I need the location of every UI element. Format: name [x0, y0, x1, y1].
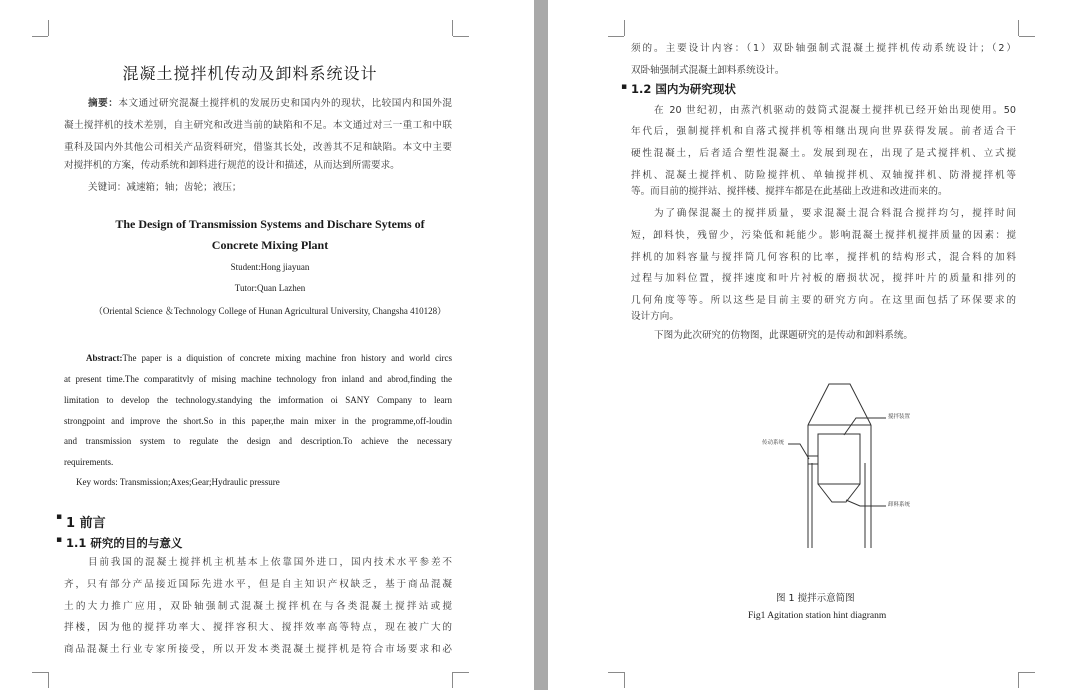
paper-title-zh: 混凝土搅拌机传动及卸料系统设计: [122, 64, 378, 83]
keywords-zh: [88, 177, 388, 199]
paper-title-en-line1: The Design of Transmission Systems and Dischare Sytems of: [115, 217, 425, 231]
motor-box: [808, 456, 818, 464]
keywords-en: Key words: Transmission;Axes;Gear;Hydraulic pressure: [76, 477, 280, 487]
body-line: 在 20 世纪初，由蒸汽机驱动的鼓筒式混凝土搅拌机已经开始出现使用。50: [654, 105, 1016, 116]
abstract-zh-line: 对搅拌机的方案，传动系统和卸料进行规范的设计和描述，从而达到所需要求。: [64, 160, 400, 171]
body-line: 拌楼，因为他的搅拌功率大、搅拌容积大、搅拌效率高等特点，现在被广大的: [64, 622, 452, 633]
abstract-en-line: and transmission system to regulate the design and description.To achieve the necessary: [64, 436, 452, 446]
figure-label-discharge: 卸料系统: [888, 502, 911, 508]
leader-bottom-right: [846, 500, 886, 506]
figure-label-transmission: 传动系统: [762, 440, 785, 446]
abstract-zh-line: 摘要：本文通过研究混凝土搅拌机的发展历史和国内外的现状，比较国内和国外混: [88, 98, 453, 109]
tutor-name: Tutor:Quan Lazhen: [234, 283, 306, 293]
body-line: 短，卸料快，残留少，污染低和耗能少。影响混凝土搅拌机搅拌质量的因素：搅: [631, 230, 1016, 241]
abstract-en-label: Abstract:: [86, 353, 123, 363]
body-line: 目前我国的混凝土搅拌机主机基本上依靠国外进口，国内技术水平参差不: [88, 557, 452, 568]
abstract-en-line: strongpoint and improve the short.So in this paper,the main mixer in the programme,off-loudin: [64, 416, 452, 426]
heading-bullet: ▪: [56, 535, 63, 545]
section-heading-1-2: 1.2 国内为研究现状: [631, 82, 736, 96]
keywords-zh-value: 减速箱；轴；齿轮；液压；: [126, 182, 242, 193]
paper-title-en-line2: Concrete Mixing Plant: [211, 238, 329, 252]
right-document-page: [548, 0, 1073, 690]
body-line: 过程与加料位置，搅拌速度和叶片衬板的磨损状况，搅拌叶片的质量和排列的: [631, 273, 1016, 284]
body-line: 商品混凝土行业专家所接受，所以开发本类混凝土搅拌机是符合市场要求和必: [64, 644, 452, 655]
section-heading-1-1: 1.1 研究的目的与意义: [66, 536, 183, 550]
body-line: 土的大力推广应用，双卧轴强制式混凝土搅拌机在与各类混凝土搅拌站或搅: [64, 601, 452, 612]
body-line: 为了确保混凝土的搅拌质量，要求混凝土混合料混合搅拌均匀，搅拌时间: [654, 208, 1016, 219]
body-line: 设计方向。: [631, 311, 679, 322]
heading-bullet: ▪: [621, 82, 628, 92]
mixer-drum: [818, 434, 860, 484]
leader-top-right: [844, 418, 886, 435]
body-line: 年代后，强制搅拌机和自落式搅拌机等相继出现向世界获得发展。前者适合干: [631, 126, 1016, 137]
body-line: 齐，只有部分产品接近国际先进水平，但是自主知识产权缺乏，基于商品混凝: [64, 579, 452, 590]
abstract-en-line: at present time.The comparatitvly of mising machine technology fron inland and abrod,finding the: [64, 374, 452, 384]
body-line: 须的。主要设计内容：（1）双卧轴强制式混凝土搅拌机传动系统设计；（2）: [631, 43, 1016, 54]
body-line: 几何角度等等。所以这些是目前主要的研究方向。在这里面包括了环保要求的: [631, 295, 1016, 306]
mixer-diagram: [788, 378, 928, 553]
body-line: 下图为此次研究的仿物图，此课题研究的是传动和卸料系统。: [654, 330, 914, 341]
abstract-en-line: requirements.: [64, 457, 114, 467]
body-line: 双卧轴强制式混凝土卸料系统设计。: [631, 65, 785, 76]
figure-caption-en: Fig1 Agitation station hint diagranm: [748, 611, 887, 621]
figure-label-mixing-device: 搅拌装置: [888, 414, 911, 420]
figure-caption-zh: 图 1 搅拌示意简图: [776, 593, 855, 604]
left-document-page: [0, 0, 534, 690]
student-name: Student:Hong jiayuan: [230, 262, 310, 272]
abstract-zh-line: 重科及国内外其他公司相关产品资料研究，借鉴其长处，改善其不足和缺陷。本文中主要: [64, 142, 452, 153]
abstract-en-line: limitation to develop the technology.standying the imformation oi SANY Company to learn: [64, 395, 452, 405]
heading-bullet: ▪: [56, 512, 63, 522]
section-heading-1: 1 前言: [66, 516, 106, 531]
roof-outline: [808, 384, 871, 425]
body-line: 拌机的加料容量与搅拌筒几何容积的比率，搅拌机的结构形式，混合料的加料: [631, 252, 1016, 263]
affiliation: （Oriental Science ＆Technology College of Hunan Agricultural University, Changsha 410128）: [93, 306, 447, 316]
abstract-zh-label: 摘要：: [88, 98, 119, 109]
abstract-zh-line: 凝土搅拌机的技术差别，自主研究和改进当前的缺陷和不足。本文通过对三一重工和中联: [64, 120, 452, 131]
body-line: 拌机、混凝土搅拌机、防险搅拌机、单轴搅拌机、双轴搅拌机、防滑搅拌机等: [631, 170, 1016, 181]
page-gutter: [534, 0, 548, 690]
abstract-en-line: Abstract:The paper is a diquistion of concrete mixing machine fron history and world circs: [86, 353, 452, 363]
body-line: 硬性混凝土，后者适合塑性混凝土。发展到现在，出现了是式搅拌机、立式搅: [631, 148, 1016, 159]
keywords-zh-label: 关键词：: [88, 182, 127, 193]
body-line: 等。而目前的搅拌站、搅拌楼、搅拌车都是在此基础上改进和改进而来的。: [631, 186, 948, 197]
hopper-outline: [818, 484, 860, 502]
leader-left: [788, 444, 809, 459]
